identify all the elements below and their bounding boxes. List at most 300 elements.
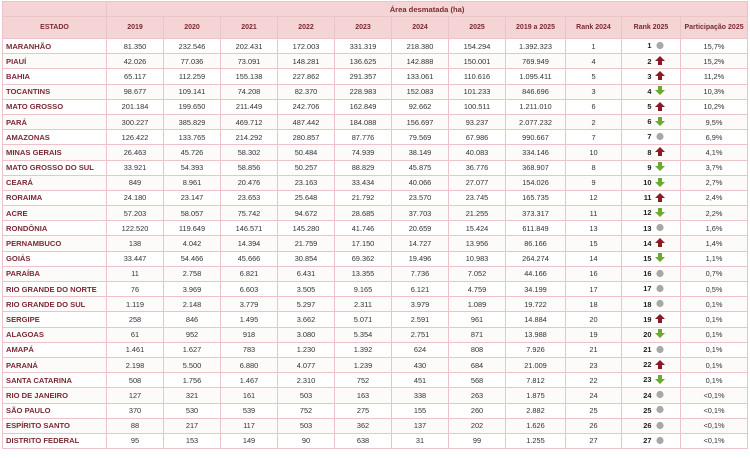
state-name-cell: MINAS GERAIS <box>3 145 107 160</box>
v2021-cell: 6.821 <box>221 266 278 281</box>
v2023-cell: 17.150 <box>335 236 392 251</box>
state-name-cell: MATO GROSSO DO SUL <box>3 160 107 175</box>
v2023-cell: 638 <box>335 433 392 448</box>
v2020-cell: 2.758 <box>164 266 221 281</box>
state-name-cell: GOIÁS <box>3 251 107 266</box>
rank2024-cell: 25 <box>566 403 622 418</box>
v2025-cell: 100.511 <box>449 99 506 114</box>
v2024-cell: 2.591 <box>392 312 449 327</box>
v2021-cell: 149 <box>221 433 278 448</box>
circle-neutral-icon <box>655 284 665 293</box>
rank2024-cell: 7 <box>566 130 622 145</box>
rank2024-cell: 6 <box>566 99 622 114</box>
total-cell: 14.884 <box>506 312 566 327</box>
rank-2025-value: 22 <box>643 360 652 370</box>
v2021-cell: 74.208 <box>221 84 278 99</box>
v2019-cell: 26.463 <box>107 145 164 160</box>
table-row <box>3 39 748 54</box>
v2021-cell: 469.712 <box>221 114 278 129</box>
arrow-up-icon <box>655 360 665 369</box>
v2019-cell: 127 <box>107 388 164 403</box>
v2019-cell: 11 <box>107 266 164 281</box>
v2023-cell: 41.746 <box>335 221 392 236</box>
v2023-cell: 136.625 <box>335 54 392 69</box>
total-cell: 846.696 <box>506 84 566 99</box>
v2023-cell: 275 <box>335 403 392 418</box>
table-row <box>3 266 748 281</box>
v2022-cell: 145.280 <box>278 221 335 236</box>
table-row <box>3 433 748 448</box>
v2024-cell: 7.736 <box>392 266 449 281</box>
circle-neutral-icon <box>655 269 665 278</box>
v2019-cell: 42.026 <box>107 54 164 69</box>
v2019-cell: 98.677 <box>107 84 164 99</box>
total-cell: 990.667 <box>506 130 566 145</box>
total-cell: 34.199 <box>506 282 566 297</box>
v2025-cell: 23.745 <box>449 190 506 205</box>
state-name-cell: ESPÍRITO SANTO <box>3 418 107 433</box>
v2024-cell: 45.875 <box>392 160 449 175</box>
v2023-cell: 1.239 <box>335 357 392 372</box>
table-row <box>3 403 748 418</box>
share-2025-cell: 11,2% <box>681 69 748 84</box>
v2024-cell: 142.888 <box>392 54 449 69</box>
v2024-cell: 430 <box>392 357 449 372</box>
state-name-cell: PARAÍBA <box>3 266 107 281</box>
rank-2025-cell <box>622 388 681 403</box>
share-2025-cell: 1,4% <box>681 236 748 251</box>
v2020-cell: 54.393 <box>164 160 221 175</box>
rank-2025-cell <box>622 236 681 251</box>
v2019-cell: 300.227 <box>107 114 164 129</box>
arrow-up-icon <box>655 193 665 202</box>
v2022-cell: 5.297 <box>278 297 335 312</box>
v2020-cell: 58.057 <box>164 206 221 221</box>
table-row <box>3 69 748 84</box>
v2021-cell: 73.091 <box>221 54 278 69</box>
state-name-cell: CEARÁ <box>3 175 107 190</box>
rank-2025-cell <box>622 418 681 433</box>
v2025-cell: 10.983 <box>449 251 506 266</box>
v2023-cell: 2.311 <box>335 297 392 312</box>
v2025-cell: 808 <box>449 342 506 357</box>
rank-2025-cell <box>622 145 681 160</box>
share-2025-cell: 3,7% <box>681 160 748 175</box>
share-2025-cell: 2,4% <box>681 190 748 205</box>
rank-2025-value: 11 <box>643 193 652 203</box>
v2021-cell: 117 <box>221 418 278 433</box>
v2022-cell: 50.257 <box>278 160 335 175</box>
v2024-cell: 338 <box>392 388 449 403</box>
header-blank <box>3 2 107 17</box>
v2024-cell: 14.727 <box>392 236 449 251</box>
column-header-6[interactable]: 2024 <box>392 17 449 39</box>
rank-2025-cell <box>622 342 681 357</box>
state-name-cell: SÃO PAULO <box>3 403 107 418</box>
v2020-cell: 109.141 <box>164 84 221 99</box>
v2025-cell: 263 <box>449 388 506 403</box>
table-row <box>3 327 748 342</box>
circle-neutral-icon <box>655 132 665 141</box>
column-header-7[interactable]: 2025 <box>449 17 506 39</box>
rank2024-cell: 27 <box>566 433 622 448</box>
v2024-cell: 2.751 <box>392 327 449 342</box>
rank2024-cell: 19 <box>566 327 622 342</box>
v2019-cell: 76 <box>107 282 164 297</box>
v2021-cell: 918 <box>221 327 278 342</box>
v2024-cell: 451 <box>392 373 449 388</box>
v2019-cell: 1.119 <box>107 297 164 312</box>
total-cell: 1.626 <box>506 418 566 433</box>
state-name-cell: DISTRITO FEDERAL <box>3 433 107 448</box>
v2025-cell: 21.255 <box>449 206 506 221</box>
share-2025-cell: 2,7% <box>681 175 748 190</box>
v2020-cell: 4.042 <box>164 236 221 251</box>
table-row <box>3 251 748 266</box>
share-2025-cell: <0,1% <box>681 418 748 433</box>
rank-2025-cell <box>622 312 681 327</box>
v2020-cell: 199.650 <box>164 99 221 114</box>
v2020-cell: 385.829 <box>164 114 221 129</box>
v2022-cell: 94.672 <box>278 206 335 221</box>
share-2025-cell: <0,1% <box>681 388 748 403</box>
table-row <box>3 312 748 327</box>
v2024-cell: 155 <box>392 403 449 418</box>
column-header-11[interactable]: Participação 2025 <box>681 17 748 39</box>
v2023-cell: 291.357 <box>335 69 392 84</box>
v2020-cell: 217 <box>164 418 221 433</box>
total-cell: 334.146 <box>506 145 566 160</box>
total-cell: 86.166 <box>506 236 566 251</box>
rank2024-cell: 23 <box>566 357 622 372</box>
state-name-cell: RIO DE JANEIRO <box>3 388 107 403</box>
rank2024-cell: 20 <box>566 312 622 327</box>
share-2025-cell: 2,2% <box>681 206 748 221</box>
v2022-cell: 30.854 <box>278 251 335 266</box>
rank2024-cell: 15 <box>566 236 622 251</box>
state-name-cell: PARÁ <box>3 114 107 129</box>
rank-2025-cell <box>622 99 681 114</box>
share-2025-cell: 6,9% <box>681 130 748 145</box>
table-row <box>3 418 748 433</box>
v2022-cell: 23.163 <box>278 175 335 190</box>
share-2025-cell: 0,1% <box>681 327 748 342</box>
column-header-2[interactable]: 2020 <box>164 17 221 39</box>
v2020-cell: 2.148 <box>164 297 221 312</box>
share-2025-cell: 0,1% <box>681 312 748 327</box>
v2021-cell: 155.138 <box>221 69 278 84</box>
v2025-cell: 101.233 <box>449 84 506 99</box>
v2020-cell: 45.726 <box>164 145 221 160</box>
v2019-cell: 849 <box>107 175 164 190</box>
share-2025-cell: 0,1% <box>681 342 748 357</box>
state-name-cell: ALAGOAS <box>3 327 107 342</box>
rank-2025-value: 12 <box>643 208 652 218</box>
state-name-cell: AMAZONAS <box>3 130 107 145</box>
table-row <box>3 114 748 129</box>
rank-2025-value: 8 <box>647 147 652 157</box>
v2019-cell: 65.117 <box>107 69 164 84</box>
rank-2025-value: 2 <box>647 56 652 66</box>
rank-2025-cell <box>622 433 681 448</box>
v2023-cell: 21.792 <box>335 190 392 205</box>
total-cell: 264.274 <box>506 251 566 266</box>
rank-2025-value: 25 <box>643 405 652 415</box>
rank-2025-value: 5 <box>647 102 652 112</box>
v2022-cell: 242.706 <box>278 99 335 114</box>
v2024-cell: 23.570 <box>392 190 449 205</box>
total-cell: 769.949 <box>506 54 566 69</box>
arrow-down-icon <box>655 375 665 384</box>
v2022-cell: 50.484 <box>278 145 335 160</box>
rank-2025-cell <box>622 69 681 84</box>
total-cell: 1.095.411 <box>506 69 566 84</box>
share-2025-cell: 15,2% <box>681 54 748 69</box>
rank2024-cell: 26 <box>566 418 622 433</box>
v2021-cell: 75.742 <box>221 206 278 221</box>
total-cell: 7.812 <box>506 373 566 388</box>
v2023-cell: 362 <box>335 418 392 433</box>
column-header-9[interactable]: Rank 2024 <box>566 17 622 39</box>
table-row <box>3 175 748 190</box>
v2024-cell: 40.066 <box>392 175 449 190</box>
v2020-cell: 112.259 <box>164 69 221 84</box>
v2023-cell: 69.362 <box>335 251 392 266</box>
rank-2025-value: 19 <box>643 314 652 324</box>
rank-2025-value: 9 <box>647 162 652 172</box>
rank-2025-value: 14 <box>643 238 652 248</box>
table-row <box>3 357 748 372</box>
arrow-up-icon <box>655 102 665 111</box>
state-name-cell: RONDÔNIA <box>3 221 107 236</box>
v2020-cell: 846 <box>164 312 221 327</box>
rank2024-cell: 3 <box>566 84 622 99</box>
circle-neutral-icon <box>655 299 665 308</box>
column-header-4[interactable]: 2022 <box>278 17 335 39</box>
column-header-8[interactable]: 2019 a 2025 <box>506 17 566 39</box>
v2025-cell: 568 <box>449 373 506 388</box>
rank-2025-cell <box>622 160 681 175</box>
v2021-cell: 783 <box>221 342 278 357</box>
rank-2025-value: 4 <box>647 86 652 96</box>
v2022-cell: 1.230 <box>278 342 335 357</box>
total-cell: 7.926 <box>506 342 566 357</box>
deforestation-table <box>2 1 748 449</box>
circle-neutral-icon <box>655 41 665 50</box>
v2022-cell: 6.431 <box>278 266 335 281</box>
arrow-down-icon <box>655 86 665 95</box>
v2019-cell: 33.921 <box>107 160 164 175</box>
v2021-cell: 20.476 <box>221 175 278 190</box>
rank-2025-cell <box>622 297 681 312</box>
group-header-area: Área desmatada (ha) <box>107 2 748 17</box>
rank-2025-value: 27 <box>643 436 652 446</box>
total-cell: 165.735 <box>506 190 566 205</box>
v2023-cell: 184.088 <box>335 114 392 129</box>
v2019-cell: 95 <box>107 433 164 448</box>
circle-neutral-icon <box>655 421 665 430</box>
rank2024-cell: 18 <box>566 297 622 312</box>
column-header-1[interactable]: 2019 <box>107 17 164 39</box>
v2023-cell: 13.355 <box>335 266 392 281</box>
v2025-cell: 202 <box>449 418 506 433</box>
total-cell: 1.875 <box>506 388 566 403</box>
v2023-cell: 9.165 <box>335 282 392 297</box>
table-row <box>3 221 748 236</box>
v2025-cell: 7.052 <box>449 266 506 281</box>
rank2024-cell: 8 <box>566 160 622 175</box>
v2021-cell: 14.394 <box>221 236 278 251</box>
rank2024-cell: 22 <box>566 373 622 388</box>
state-name-cell: MATO GROSSO <box>3 99 107 114</box>
v2021-cell: 3.779 <box>221 297 278 312</box>
state-name-cell: MARANHÃO <box>3 39 107 54</box>
rank-2025-value: 1 <box>647 41 652 51</box>
rank-2025-value: 18 <box>643 299 652 309</box>
v2024-cell: 6.121 <box>392 282 449 297</box>
column-header-3[interactable]: 2021 <box>221 17 278 39</box>
share-2025-cell: <0,1% <box>681 403 748 418</box>
arrow-up-icon <box>655 314 665 323</box>
v2021-cell: 1.495 <box>221 312 278 327</box>
v2022-cell: 487.442 <box>278 114 335 129</box>
v2020-cell: 23.147 <box>164 190 221 205</box>
v2025-cell: 99 <box>449 433 506 448</box>
v2021-cell: 146.571 <box>221 221 278 236</box>
v2023-cell: 162.849 <box>335 99 392 114</box>
v2020-cell: 54.466 <box>164 251 221 266</box>
v2024-cell: 156.697 <box>392 114 449 129</box>
total-cell: 154.026 <box>506 175 566 190</box>
state-name-cell: PERNAMBUCO <box>3 236 107 251</box>
v2023-cell: 5.071 <box>335 312 392 327</box>
rank-2025-cell <box>622 175 681 190</box>
v2022-cell: 3.662 <box>278 312 335 327</box>
share-2025-cell: 15,7% <box>681 39 748 54</box>
v2021-cell: 1.467 <box>221 373 278 388</box>
v2024-cell: 19.496 <box>392 251 449 266</box>
rank2024-cell: 5 <box>566 69 622 84</box>
rank-2025-cell <box>622 190 681 205</box>
v2022-cell: 2.310 <box>278 373 335 388</box>
arrow-up-icon <box>655 147 665 156</box>
total-cell: 373.317 <box>506 206 566 221</box>
v2021-cell: 45.666 <box>221 251 278 266</box>
v2020-cell: 232.546 <box>164 39 221 54</box>
v2025-cell: 1.089 <box>449 297 506 312</box>
rank-2025-value: 20 <box>643 329 652 339</box>
v2024-cell: 20.659 <box>392 221 449 236</box>
v2023-cell: 228.983 <box>335 84 392 99</box>
v2021-cell: 161 <box>221 388 278 403</box>
v2022-cell: 90 <box>278 433 335 448</box>
state-name-cell: RORAIMA <box>3 190 107 205</box>
v2019-cell: 258 <box>107 312 164 327</box>
v2025-cell: 150.001 <box>449 54 506 69</box>
rank2024-cell: 14 <box>566 251 622 266</box>
v2025-cell: 13.956 <box>449 236 506 251</box>
rank-2025-cell <box>622 114 681 129</box>
rank2024-cell: 12 <box>566 190 622 205</box>
v2024-cell: 152.083 <box>392 84 449 99</box>
table-row <box>3 206 748 221</box>
v2024-cell: 37.703 <box>392 206 449 221</box>
v2023-cell: 752 <box>335 373 392 388</box>
v2019-cell: 57.203 <box>107 206 164 221</box>
rank-2025-value: 7 <box>647 132 652 142</box>
v2020-cell: 1.627 <box>164 342 221 357</box>
v2021-cell: 214.292 <box>221 130 278 145</box>
rank-2025-cell <box>622 327 681 342</box>
rank-2025-cell <box>622 84 681 99</box>
v2022-cell: 503 <box>278 418 335 433</box>
v2023-cell: 331.319 <box>335 39 392 54</box>
column-header-0[interactable]: ESTADO <box>3 17 107 39</box>
total-cell: 1.211.010 <box>506 99 566 114</box>
v2022-cell: 21.759 <box>278 236 335 251</box>
v2019-cell: 81.350 <box>107 39 164 54</box>
arrow-down-icon <box>655 253 665 262</box>
rank2024-cell: 2 <box>566 114 622 129</box>
state-name-cell: RIO GRANDE DO NORTE <box>3 282 107 297</box>
state-name-cell: ACRE <box>3 206 107 221</box>
total-cell: 611.849 <box>506 221 566 236</box>
share-2025-cell: <0,1% <box>681 433 748 448</box>
share-2025-cell: 4,1% <box>681 145 748 160</box>
v2025-cell: 93.237 <box>449 114 506 129</box>
v2022-cell: 172.003 <box>278 39 335 54</box>
table-row <box>3 297 748 312</box>
rank-2025-value: 24 <box>643 390 652 400</box>
v2021-cell: 202.431 <box>221 39 278 54</box>
table-row <box>3 99 748 114</box>
column-header-10[interactable]: Rank 2025 <box>622 17 681 39</box>
table-row <box>3 373 748 388</box>
v2024-cell: 31 <box>392 433 449 448</box>
v2025-cell: 27.077 <box>449 175 506 190</box>
total-cell: 2.077.232 <box>506 114 566 129</box>
table-row <box>3 236 748 251</box>
v2022-cell: 82.370 <box>278 84 335 99</box>
v2023-cell: 1.392 <box>335 342 392 357</box>
state-name-cell: AMAPÁ <box>3 342 107 357</box>
v2019-cell: 61 <box>107 327 164 342</box>
share-2025-cell: 0,7% <box>681 266 748 281</box>
v2024-cell: 38.149 <box>392 145 449 160</box>
rank-2025-value: 3 <box>647 71 652 81</box>
arrow-down-icon <box>655 329 665 338</box>
v2023-cell: 87.776 <box>335 130 392 145</box>
state-name-cell: SANTA CATARINA <box>3 373 107 388</box>
v2022-cell: 752 <box>278 403 335 418</box>
v2019-cell: 370 <box>107 403 164 418</box>
v2025-cell: 36.776 <box>449 160 506 175</box>
total-cell: 19.722 <box>506 297 566 312</box>
v2025-cell: 67.986 <box>449 130 506 145</box>
table-row <box>3 190 748 205</box>
v2021-cell: 539 <box>221 403 278 418</box>
total-cell: 13.988 <box>506 327 566 342</box>
rank-2025-cell <box>622 39 681 54</box>
v2023-cell: 74.939 <box>335 145 392 160</box>
rank-2025-value: 13 <box>643 223 652 233</box>
column-header-5[interactable]: 2023 <box>335 17 392 39</box>
table-row <box>3 145 748 160</box>
table-row <box>3 54 748 69</box>
state-name-cell: RIO GRANDE DO SUL <box>3 297 107 312</box>
v2022-cell: 227.862 <box>278 69 335 84</box>
v2025-cell: 110.616 <box>449 69 506 84</box>
